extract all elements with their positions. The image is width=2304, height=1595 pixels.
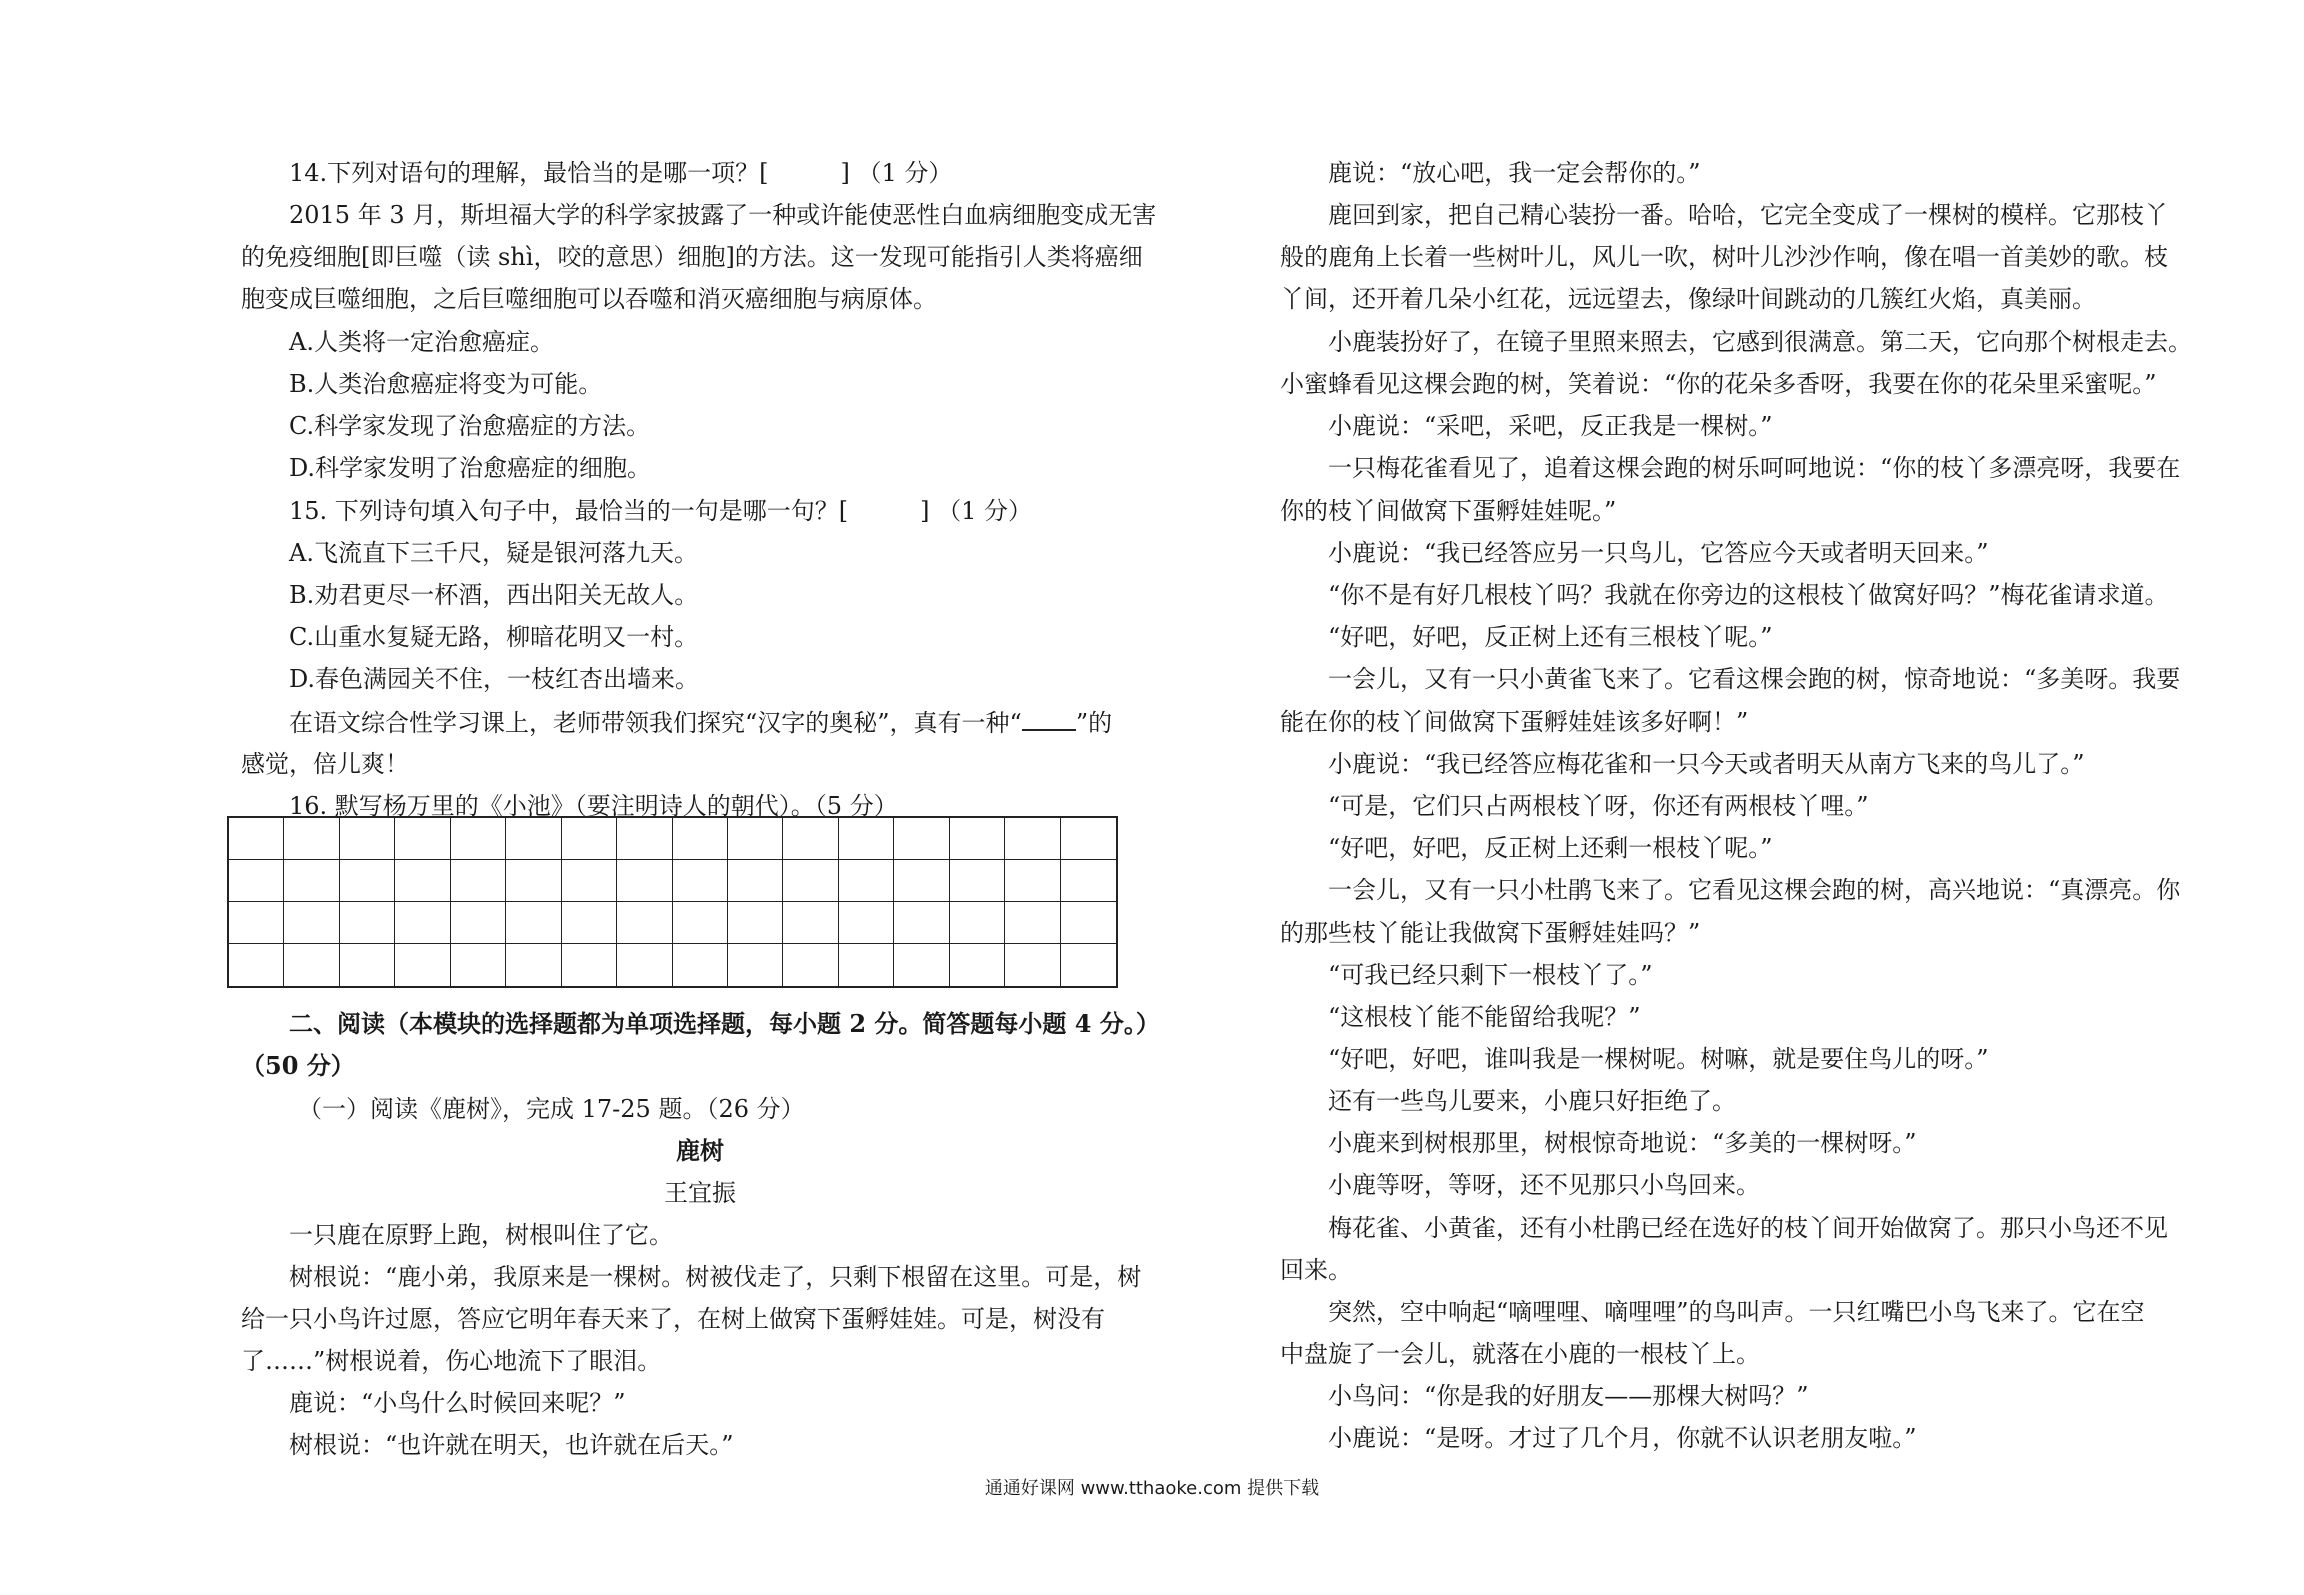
grid-cell[interactable] xyxy=(229,944,284,986)
grid-cell[interactable] xyxy=(340,902,395,944)
grid-cell[interactable] xyxy=(1061,902,1116,944)
story-line: “可我已经只剩下一根枝丫了。” xyxy=(1328,961,1653,989)
story-line: 的那些枝丫能让我做窝下蛋孵娃娃吗？” xyxy=(1280,919,1701,947)
story-line: 小鹿装扮好了，在镜子里照来照去，它感到很满意。第二天，它向那个树根走去。 xyxy=(1328,328,2192,356)
story-line: 树根说：“也许就在明天，也许就在后天。” xyxy=(289,1431,734,1459)
option-b: B.人类治愈癌症将变为可能。 xyxy=(289,370,603,398)
option-a: A.飞流直下三千尺，疑是银河落九天。 xyxy=(289,539,698,567)
grid-cell[interactable] xyxy=(562,818,617,860)
grid-cell[interactable] xyxy=(728,860,783,902)
grid-cell[interactable] xyxy=(1005,818,1060,860)
grid-cell[interactable] xyxy=(1005,902,1060,944)
grid-cell[interactable] xyxy=(1005,944,1060,986)
grid-cell[interactable] xyxy=(894,860,949,902)
grid-cell[interactable] xyxy=(284,860,339,902)
grid-cell[interactable] xyxy=(728,902,783,944)
paragraph-line: 2015 年 3 月，斯坦福大学的科学家披露了一种或许能使恶性白血病细胞变成无害 xyxy=(289,201,1157,229)
grid-cell[interactable] xyxy=(894,944,949,986)
paragraph-line: 感觉，倍儿爽！ xyxy=(241,750,409,778)
grid-cell[interactable] xyxy=(562,944,617,986)
paragraph-line: 胞变成巨噬细胞，之后巨噬细胞可以吞噬和消灭癌细胞与病原体。 xyxy=(241,285,937,313)
option-b: B.劝君更尽一杯酒，西出阳关无故人。 xyxy=(289,581,699,609)
grid-cell[interactable] xyxy=(451,818,506,860)
grid-cell[interactable] xyxy=(229,902,284,944)
section-heading: 二、阅读（本模块的选择题都为单项选择题，每小题 2 分。简答题每小题 4 分。） xyxy=(289,1009,1160,1038)
story-line: 能在你的枝丫间做窝下蛋孵娃娃该多好啊！” xyxy=(1280,708,1749,736)
story-line: 般的鹿角上长着一些树叶儿，风儿一吹，树叶儿沙沙作响，像在唱一首美妙的歌。枝 xyxy=(1280,243,2168,271)
story-line: 小鹿说：“采吧，采吧，反正我是一棵树。” xyxy=(1328,412,1773,440)
grid-cell[interactable] xyxy=(1061,818,1116,860)
grid-cell[interactable] xyxy=(284,902,339,944)
story-line: 丫间，还开着几朵小红花，远远望去，像绿叶间跳动的几簇红火焰，真美丽。 xyxy=(1280,285,2096,313)
grid-cell[interactable] xyxy=(617,902,672,944)
fill-in-text-before: 在语文综合性学习课上，老师带领我们探究“汉字的奥秘”，真有一种“ xyxy=(289,709,1022,737)
grid-cell[interactable] xyxy=(340,818,395,860)
grid-cell[interactable] xyxy=(839,902,894,944)
fill-in-text-after: ”的 xyxy=(1075,709,1113,737)
page-footer: 通通好课网 www.tthaoke.com 提供下载 xyxy=(984,1478,1320,1499)
story-line: 一会儿，又有一只小杜鹃飞来了。它看见这棵会跑的树，高兴地说：“真漂亮。你 xyxy=(1328,876,2181,904)
grid-cell[interactable] xyxy=(562,902,617,944)
grid-cell[interactable] xyxy=(728,944,783,986)
story-line: 一只鹿在原野上跑，树根叫住了它。 xyxy=(289,1221,673,1249)
story-line: “你不是有好几根枝丫吗？我就在你旁边的这根枝丫做窝好吗？”梅花雀请求道。 xyxy=(1328,581,2169,609)
grid-cell[interactable] xyxy=(229,860,284,902)
grid-cell[interactable] xyxy=(783,860,838,902)
story-line: 突然，空中响起“嘀哩哩、嘀哩哩”的鸟叫声。一只红嘴巴小鸟飞来了。它在空 xyxy=(1328,1298,2145,1326)
grid-cell[interactable] xyxy=(451,944,506,986)
grid-cell[interactable] xyxy=(673,902,728,944)
grid-cell[interactable] xyxy=(1061,860,1116,902)
grid-cell[interactable] xyxy=(284,818,339,860)
grid-cell[interactable] xyxy=(839,860,894,902)
grid-cell[interactable] xyxy=(284,944,339,986)
story-line: 鹿回到家，把自己精心装扮一番。哈哈，它完全变成了一棵树的模样。它那枝丫 xyxy=(1328,201,2168,229)
option-a: A.人类将一定治愈癌症。 xyxy=(289,328,554,356)
story-line: 鹿说：“放心吧，我一定会帮你的。” xyxy=(1328,159,1701,187)
option-d: D.科学家发明了治愈癌症的细胞。 xyxy=(289,454,652,482)
grid-cell[interactable] xyxy=(451,902,506,944)
story-line: “可是，它们只占两根枝丫呀，你还有两根枝丫哩。” xyxy=(1328,792,1869,820)
grid-cell[interactable] xyxy=(395,818,450,860)
grid-cell[interactable] xyxy=(673,944,728,986)
writing-grid[interactable] xyxy=(227,816,1118,988)
grid-cell[interactable] xyxy=(617,860,672,902)
grid-cell[interactable] xyxy=(506,818,561,860)
story-line: 小鹿说：“我已经答应梅花雀和一只今天或者明天从南方飞来的鸟儿了。” xyxy=(1328,750,2085,778)
story-line: 小鸟问：“你是我的好朋友——那棵大树吗？” xyxy=(1328,1382,1809,1410)
grid-cell[interactable] xyxy=(229,818,284,860)
grid-cell[interactable] xyxy=(950,860,1005,902)
story-line: 中盘旋了一会儿，就落在小鹿的一根枝丫上。 xyxy=(1280,1340,1760,1368)
grid-cell[interactable] xyxy=(340,944,395,986)
grid-cell[interactable] xyxy=(894,902,949,944)
grid-cell[interactable] xyxy=(617,818,672,860)
story-line: 小鹿说：“是呀。才过了几个月，你就不认识老朋友啦。” xyxy=(1328,1424,1917,1452)
grid-cell[interactable] xyxy=(950,944,1005,986)
grid-cell[interactable] xyxy=(617,944,672,986)
grid-cell[interactable] xyxy=(783,944,838,986)
reading-instruction: （一）阅读《鹿树》，完成 17-25 题。（26 分） xyxy=(298,1095,805,1123)
grid-cell[interactable] xyxy=(506,944,561,986)
grid-cell[interactable] xyxy=(451,860,506,902)
question-15: 15. 下列诗句填入句子中，最恰当的一句是哪一句？[ ] （1 分） xyxy=(289,497,1033,525)
grid-cell[interactable] xyxy=(506,902,561,944)
grid-cell[interactable] xyxy=(950,818,1005,860)
story-line: 你的枝丫间做窝下蛋孵娃娃呢。” xyxy=(1280,497,1617,525)
story-line: 小鹿说：“我已经答应另一只鸟儿，它答应今天或者明天回来。” xyxy=(1328,539,1989,567)
story-line: “好吧，好吧，反正树上还剩一根枝丫呢。” xyxy=(1328,834,1773,862)
story-line: 了……”树根说着，伤心地流下了眼泪。 xyxy=(241,1347,662,1375)
story-line: 还有一些鸟儿要来，小鹿只好拒绝了。 xyxy=(1328,1087,1736,1115)
grid-cell[interactable] xyxy=(783,902,838,944)
grid-cell[interactable] xyxy=(395,944,450,986)
grid-cell[interactable] xyxy=(1005,860,1060,902)
grid-cell[interactable] xyxy=(894,818,949,860)
answer-blank[interactable] xyxy=(1022,707,1076,731)
story-line: 一会儿，又有一只小黄雀飞来了。它看这棵会跑的树，惊奇地说：“多美呀。我要 xyxy=(1328,665,2181,693)
story-line: “这根枝丫能不能留给我呢？” xyxy=(1328,1003,1641,1031)
story-title: 鹿树 xyxy=(676,1136,724,1165)
grid-cell[interactable] xyxy=(728,818,783,860)
story-line: 鹿说：“小鸟什么时候回来呢？” xyxy=(289,1389,626,1417)
story-line: “好吧，好吧，反正树上还有三根枝丫呢。” xyxy=(1328,623,1773,651)
option-d: D.春色满园关不住，一枝红杏出墙来。 xyxy=(289,665,700,693)
grid-cell[interactable] xyxy=(839,818,894,860)
fill-in-sentence xyxy=(289,707,1112,738)
grid-cell[interactable] xyxy=(395,860,450,902)
story-line: 一只梅花雀看见了，追着这棵会跑的树乐呵呵地说：“你的枝丫多漂亮呀，我要在 xyxy=(1328,454,2181,482)
story-line: 梅花雀、小黄雀，还有小杜鹃已经在选好的枝丫间开始做窝了。那只小鸟还不见 xyxy=(1328,1214,2168,1242)
grid-cell[interactable] xyxy=(562,860,617,902)
story-line: 小鹿等呀，等呀，还不见那只小鸟回来。 xyxy=(1328,1171,1760,1199)
story-author: 王宜振 xyxy=(664,1179,736,1207)
grid-cell[interactable] xyxy=(395,902,450,944)
question-16: 16. 默写杨万里的《小池》（要注明诗人的朝代）。（5 分） xyxy=(289,792,898,820)
story-line: 给一只小鸟许过愿，答应它明年春天来了，在树上做窝下蛋孵娃娃。可是，树没有 xyxy=(241,1305,1105,1333)
option-c: C.科学家发现了治愈癌症的方法。 xyxy=(289,412,651,440)
section-score: （50 分） xyxy=(241,1051,355,1080)
grid-cell[interactable] xyxy=(340,860,395,902)
paragraph-line: 的免疫细胞[即巨噬（读 shì，咬的意思）细胞]的方法。这一发现可能指引人类将癌细 xyxy=(241,243,1143,271)
option-c: C.山重水复疑无路，柳暗花明又一村。 xyxy=(289,623,699,651)
grid-cell[interactable] xyxy=(1061,944,1116,986)
story-line: 小蜜蜂看见这棵会跑的树，笑着说：“你的花朵多香呀，我要在你的花朵里采蜜呢。” xyxy=(1280,370,2157,398)
story-line: 小鹿来到树根那里，树根惊奇地说：“多美的一棵树呀。” xyxy=(1328,1129,1917,1157)
grid-cell[interactable] xyxy=(673,860,728,902)
story-line: “好吧，好吧，谁叫我是一棵树呢。树嘛，就是要住鸟儿的呀。” xyxy=(1328,1045,1989,1073)
grid-cell[interactable] xyxy=(950,902,1005,944)
story-line: 树根说：“鹿小弟，我原来是一棵树。树被伐走了，只剩下根留在这里。可是，树 xyxy=(289,1263,1142,1291)
grid-cell[interactable] xyxy=(506,860,561,902)
grid-cell[interactable] xyxy=(673,818,728,860)
grid-cell[interactable] xyxy=(783,818,838,860)
question-14: 14.下列对语句的理解，最恰当的是哪一项？[ ] （1 分） xyxy=(289,159,953,187)
story-line: 回来。 xyxy=(1280,1256,1352,1284)
grid-cell[interactable] xyxy=(839,944,894,986)
